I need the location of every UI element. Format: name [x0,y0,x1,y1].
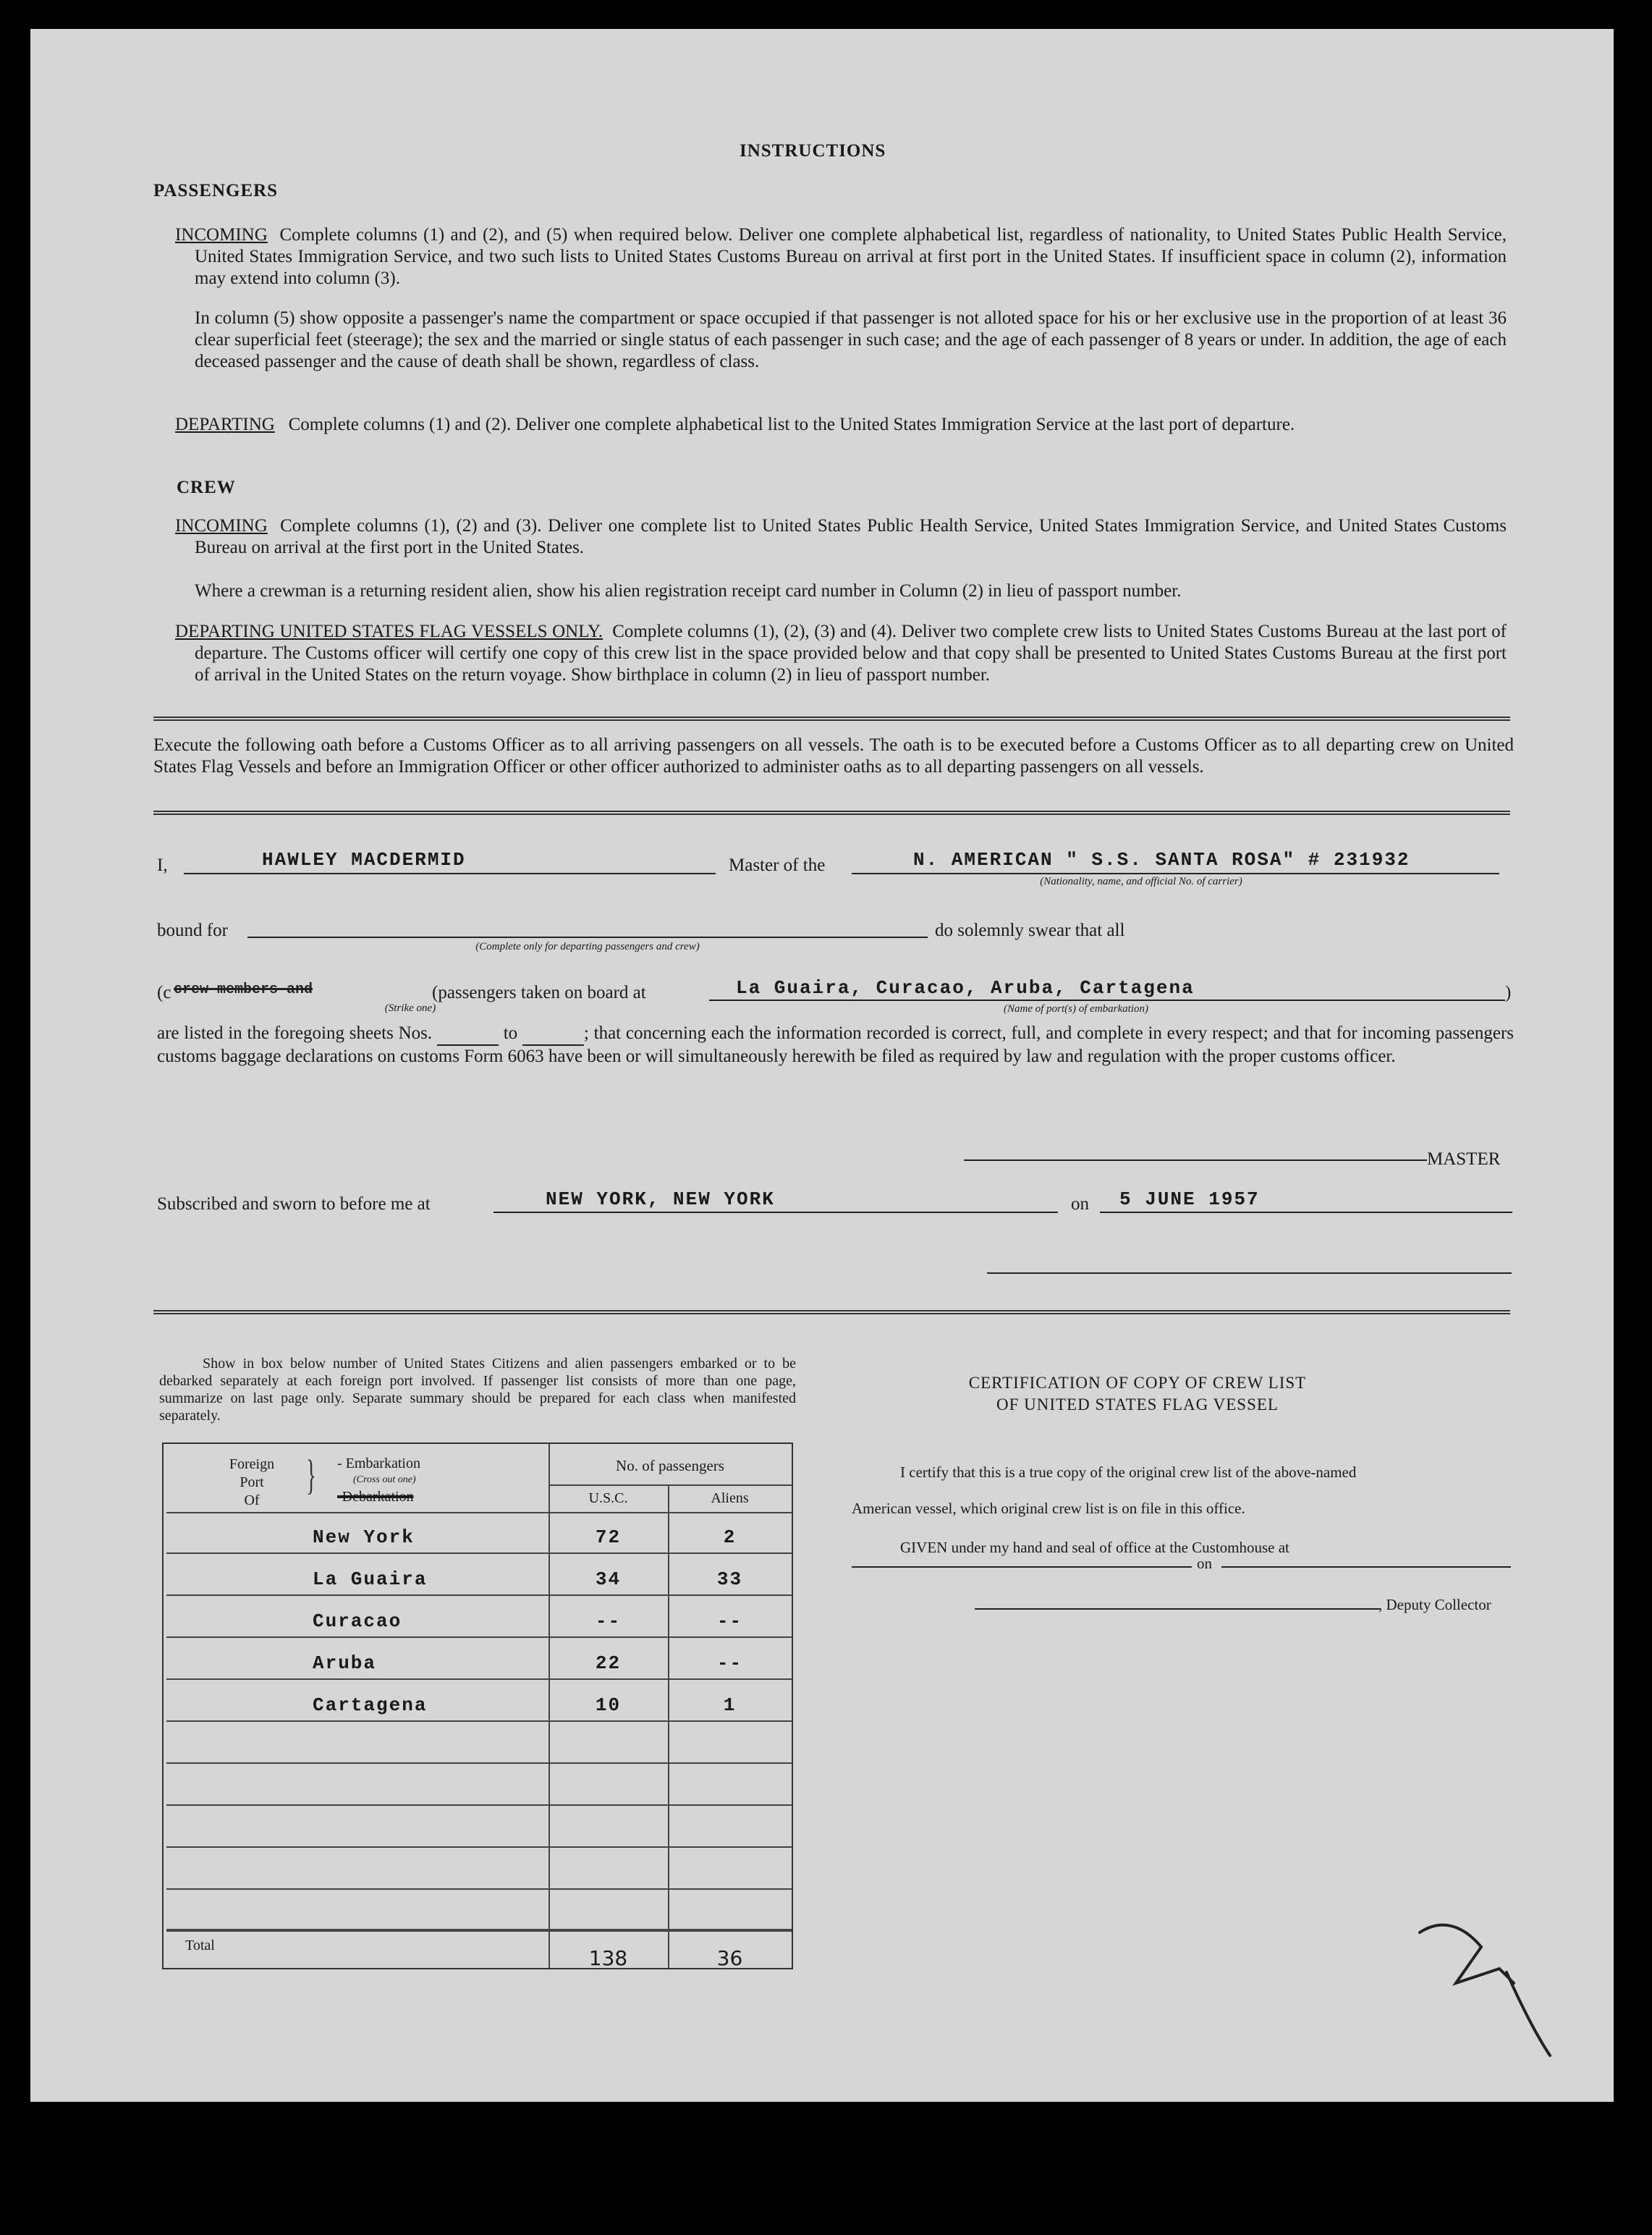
table-row-line [166,1930,792,1932]
deputy-signature-line [975,1608,1380,1610]
flag-vessels-label: DEPARTING UNITED STATES FLAG VESSELS ONLY. [175,622,603,641]
master-of-label: Master of the [729,855,826,875]
listed-paragraph [157,1023,1514,1068]
table-row-line [166,1846,792,1848]
certification-text-2: American vessel, which original crew list is on file in this office. [852,1500,1245,1517]
deputy-collector-label: , Deputy Collector [1378,1596,1491,1613]
total-aliens: 36 [716,1946,743,1970]
divider [153,717,1510,721]
departing-label: DEPARTING [175,415,275,434]
column-divider [668,1484,669,1968]
table-row-line [166,1720,792,1722]
bound-for-line [247,937,928,938]
table-row-line [166,1636,792,1638]
embarkation-label: - Embarkation [337,1456,420,1471]
cross-out-caption: (Cross out one) [353,1474,416,1485]
sheet-from-blank [437,1023,499,1046]
table-row-aliens: 1 [723,1694,737,1716]
table-row-line [166,1552,792,1554]
certification-date-line [1221,1566,1511,1568]
passenger-summary-table [162,1442,793,1969]
table-row-usc: 72 [595,1526,622,1548]
struck-crew-text: crew members and [174,981,313,998]
master-name: HAWLEY MACDERMID [262,849,466,871]
divider [153,1310,1510,1314]
swear-label: do solemnly swear that all [935,921,1125,940]
crewman-paragraph: Where a crewman is a returning resident alien, show his alien registration receipt card number in Column (2) in lieu of passport number. [195,581,1182,601]
header-divider [548,1484,792,1486]
certification-text-1: I certify that this is a true copy of the original crew list of the above-named [900,1463,1357,1481]
customhouse-line [852,1566,1192,1568]
sworn-place-line [494,1212,1058,1213]
table-row-aliens: -- [716,1652,743,1674]
table-row-port: New York [313,1526,415,1548]
certification-given: GIVEN under my hand and seal of office at the Customhouse at [900,1539,1289,1556]
certification-title-2: OF UNITED STATES FLAG VESSEL [996,1395,1279,1414]
ports-line [709,1000,1505,1001]
embarkation-ports: La Guaira, Curacao, Aruba, Cartagena [736,977,1195,999]
passengers-departing-paragraph [175,414,1507,436]
crew-heading: CREW [177,478,236,497]
master-label: MASTER [1427,1149,1501,1169]
table-row-port: Cartagena [313,1694,428,1716]
passengers-heading: PASSENGERS [153,181,279,200]
table-row-aliens: 2 [723,1526,737,1548]
table-row-line [166,1762,792,1764]
certification-on-label: on [1197,1555,1212,1572]
departing-text: Complete columns (1) and (2). Deliver one complete alphabetical list to the United States Immigration Service at the last port of departure. [288,415,1295,434]
table-row-usc: 34 [595,1568,622,1590]
debarkation-struck-label: -Debarkation [337,1489,414,1505]
listed-text: ; that concerning each the information recorded is correct, full, and complete in every respect; and that for incoming passengers customs baggage declarations on customs Form 6063 have been or will simultaneously herewith be filed as required by law and regulation with the proper customs officer. [157,1023,1515,1066]
certification-title-1: CERTIFICATION OF COPY OF CREW LIST [968,1374,1307,1392]
flag-vessels-text: Complete columns (1), (2), (3) and (4). Deliver two complete crew lists to United States Customs Bureau at the last port of departure. The Customs officer will certify one copy of this crew list in the space provided below and that copy shall be presented to United States Customs Bureau at the first port of arrival in the United States on the return voyage. Show birthplace in column (2) in lieu of passport number. [195,622,1507,685]
subscribed-label: Subscribed and sworn to before me at [157,1194,431,1214]
crew-incoming-label: INCOMING [175,516,268,536]
foreign-port-of-header: Foreign Port Of [229,1456,275,1508]
flag-vessels-paragraph [175,621,1507,686]
table-row-line [166,1594,792,1596]
close-paren: ) [1505,983,1512,1002]
officer-signature-line [987,1272,1512,1274]
table-row-aliens: 33 [716,1568,743,1590]
oath-intro: Execute the following oath before a Customs Officer as to all arriving passengers on all vessels. The oath is to be executed before a Customs Officer as to all departing crew on United States Flag Vessels and before an Immigration Officer or other officer authorized to administer oaths as to all departing passengers on all vessels. [153,735,1514,777]
listed-label: are listed in the foregoing sheets Nos. [157,1023,433,1043]
table-row-line [166,1888,792,1890]
crew-incoming-paragraph [175,515,1507,559]
incoming-text: Complete columns (1) and (2), and (5) when required below. Deliver one complete alphabetical list, regardless of nationality, to United States Public Health Service, United States Immigration Service, and two such lists to United States Customs Bureau on arrival at first port in the United States. If insufficient space in column (2), information may extend into column (3). [195,225,1507,288]
table-row-usc: 22 [595,1652,622,1674]
bound-for-caption: (Complete only for departing passengers and crew) [475,941,700,952]
sworn-date: 5 JUNE 1957 [1119,1188,1260,1210]
master-name-line [184,873,716,874]
master-signature-line [964,1159,1427,1161]
ports-caption: (Name of port(s) of embarkation) [1004,1003,1148,1015]
table-row-aliens: -- [716,1610,743,1632]
table-row-port: Curacao [313,1610,402,1632]
table-row-line [166,1804,792,1806]
vessel-line [852,873,1499,874]
divider [153,811,1510,815]
strike-caption: (Strike one) [384,1002,436,1014]
sheet-to-blank [522,1023,584,1046]
handwritten-mark [1405,1904,1579,2070]
document-page [30,29,1614,2102]
passengers-incoming-paragraph [175,224,1507,290]
table-row-usc: 10 [595,1694,622,1716]
sworn-on-label: on [1071,1194,1089,1214]
crew-incoming-text: Complete columns (1), (2) and (3). Deliver one complete list to United States Public Health Service, United States Immigration Service, and United States Customs Bureau on arrival at the first port in the United States. [195,516,1507,557]
total-divider [166,1929,792,1930]
no-passengers-header: No. of passengers [616,1457,724,1474]
bound-for-label: bound for [157,921,228,940]
vessel-caption: (Nationality, name, and official No. of carrier) [1040,876,1242,887]
total-usc: 138 [588,1946,628,1970]
sworn-date-line [1100,1212,1512,1213]
table-row-port: La Guaira [313,1568,428,1590]
table-row-usc: -- [595,1610,622,1632]
table-row-line [166,1678,792,1680]
aliens-header: Aliens [711,1490,749,1506]
summary-instructions: Show in box below number of United States Citizens and alien passengers embarked or to be debarked separately at each foreign port involved. If passenger list consists of more than one page, summarize on last page only. Separate summary should be prepared for each class when manifested separately. [159,1356,796,1424]
passengers-taken-label: (passengers taken on board at [432,983,646,1002]
i-label: I, [157,855,168,875]
crew-paren: (c [157,983,171,1002]
sworn-place: NEW YORK, NEW YORK [546,1188,775,1210]
table-row-port: Aruba [313,1652,377,1674]
column5-paragraph: In column (5) show opposite a passenger's name the compartment or space occupied if that passenger is not alloted space for his or her exclusive use in the proportion of at least 36 clear superficial feet (steerage); the sex and the married or single status of each passenger in such case; and the age of each passenger of 8 years or under. In addition, the age of each deceased passenger and the cause of death shall be shown, regardless of class. [195,308,1507,371]
brace-icon: } [305,1451,316,1498]
header-bottom-line [166,1512,792,1513]
usc-header: U.S.C. [588,1490,628,1506]
total-label: Total [185,1938,215,1953]
instructions-title: INSTRUCTIONS [740,141,886,161]
vessel-name: N. AMERICAN " S.S. SANTA ROSA" # 231932 [913,849,1410,871]
to-label: to [503,1023,518,1043]
incoming-label: INCOMING [175,225,268,245]
